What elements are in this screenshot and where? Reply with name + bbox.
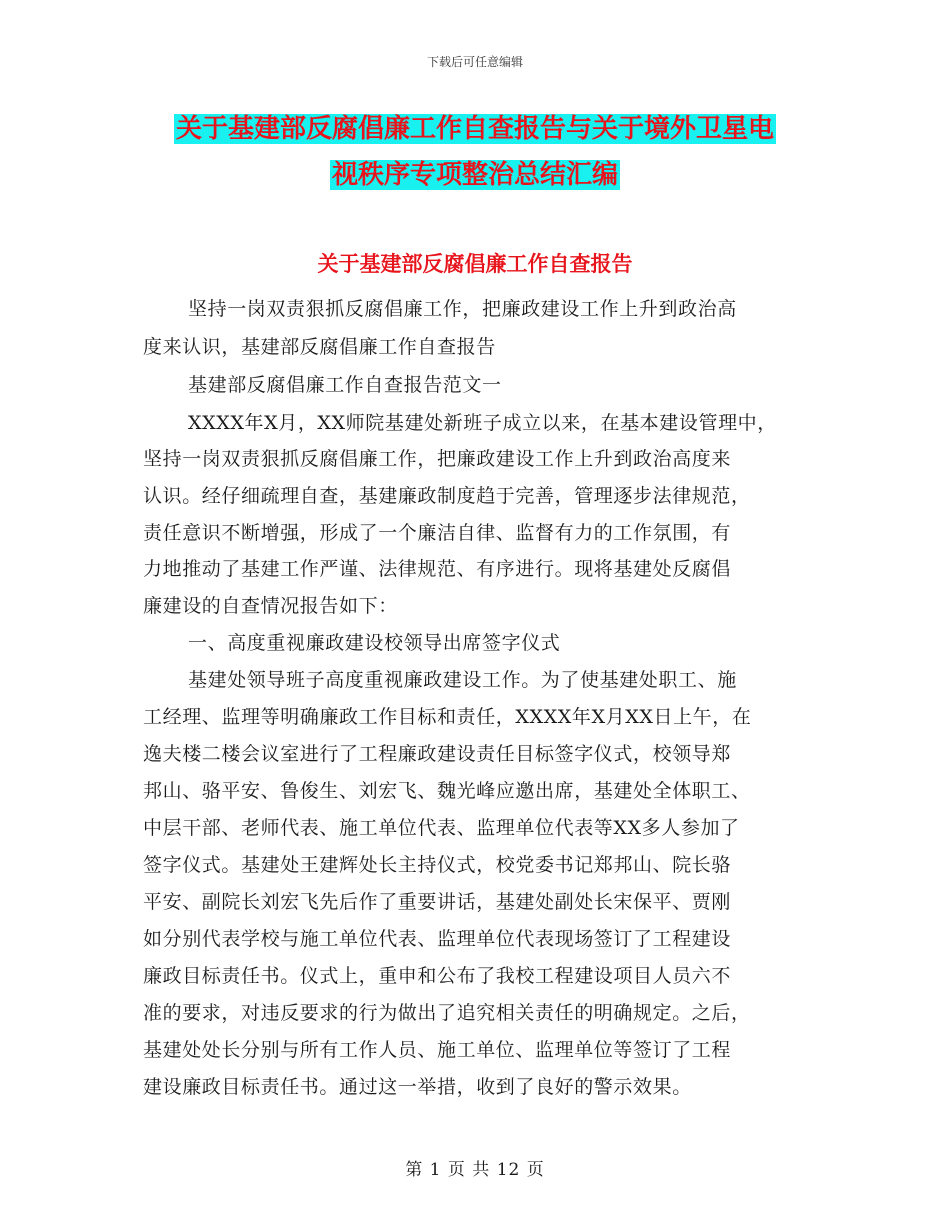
text-line: 度来认识，基建部反腐倡廉工作自查报告 (143, 336, 496, 358)
text-line: 责任意识不断增强，形成了一个廉洁自律、监督有力的工作氛围，有 (143, 522, 732, 544)
header-note: 下载后可任意编辑 (426, 55, 523, 69)
text-line: XXXX年X月，XX师院基建处新班子成立以来，在基本建设管理中， (188, 412, 777, 434)
text-line: 廉政目标责任书。仪式上，重申和公布了我校工程建设项目人员六不 (143, 965, 732, 987)
text-line: 邦山、骆平安、鲁俊生、刘宏飞、魏光峰应邀出席，基建处全体职工、 (143, 780, 751, 802)
text-line: 基建处领导班子高度重视廉政建设工作。为了使基建处职工、施 (188, 669, 737, 691)
title-highlight-2: 视秩序专项整治总结汇编 (331, 160, 618, 190)
text-line: 平安、副院长刘宏飞先后作了重要讲话，基建处副处长宋保平、贾刚 (143, 891, 732, 913)
text-line: 准的要求，对违反要求的行为做出了追究相关责任的明确规定。之后， (143, 1002, 751, 1024)
section-title: 关于基建部反腐倡廉工作自查报告 (317, 252, 633, 276)
text-line: 基建部反腐倡廉工作自查报告范文一 (188, 374, 502, 396)
page-footer: 第 1 页 共 12 页 (405, 1160, 545, 1180)
text-line: 力地推动了基建工作严谨、法律规范、有序进行。现将基建处反腐倡 (143, 558, 732, 580)
document-title-line-2 (0, 158, 950, 192)
text-line: 认识。经仔细疏理自查，基建廉政制度趋于完善，管理逐步法律规范， (143, 485, 751, 507)
text-line: 坚持一岗双责狠抓反腐倡廉工作，把廉政建设工作上升到政治高度来 (143, 448, 732, 470)
document-title-line-1 (0, 112, 950, 146)
text-line: 坚持一岗双责狠抓反腐倡廉工作，把廉政建设工作上升到政治高 (188, 298, 737, 320)
text-line: 逸夫楼二楼会议室进行了工程廉政建设责任目标签字仪式，校领导郑 (143, 743, 732, 765)
text-line: 如分别代表学校与施工单位代表、监理单位代表现场签订了工程建设 (143, 928, 732, 950)
text-line: 签字仪式。基建处王建辉处长主持仪式，校党委书记郑邦山、院长骆 (143, 854, 732, 876)
text-line: 中层干部、老师代表、施工单位代表、监理单位代表等XX多人参加了 (143, 817, 740, 839)
text-line: 廉建设的自查情况报告如下： (143, 595, 398, 617)
text-line: 工经理、监理等明确廉政工作目标和责任，XXXX年X月XX日上午，在 (143, 706, 752, 728)
text-line: 基建处处长分别与所有工作人员、施工单位、监理单位等签订了工程 (143, 1039, 732, 1061)
title-highlight-1: 关于基建部反腐倡廉工作自查报告与关于境外卫星电 (175, 114, 774, 144)
text-line: 建设廉政目标责任书。通过这一举措，收到了良好的警示效果。 (143, 1076, 692, 1098)
text-line: 一、高度重视廉政建设校领导出席签字仪式 (188, 632, 561, 654)
